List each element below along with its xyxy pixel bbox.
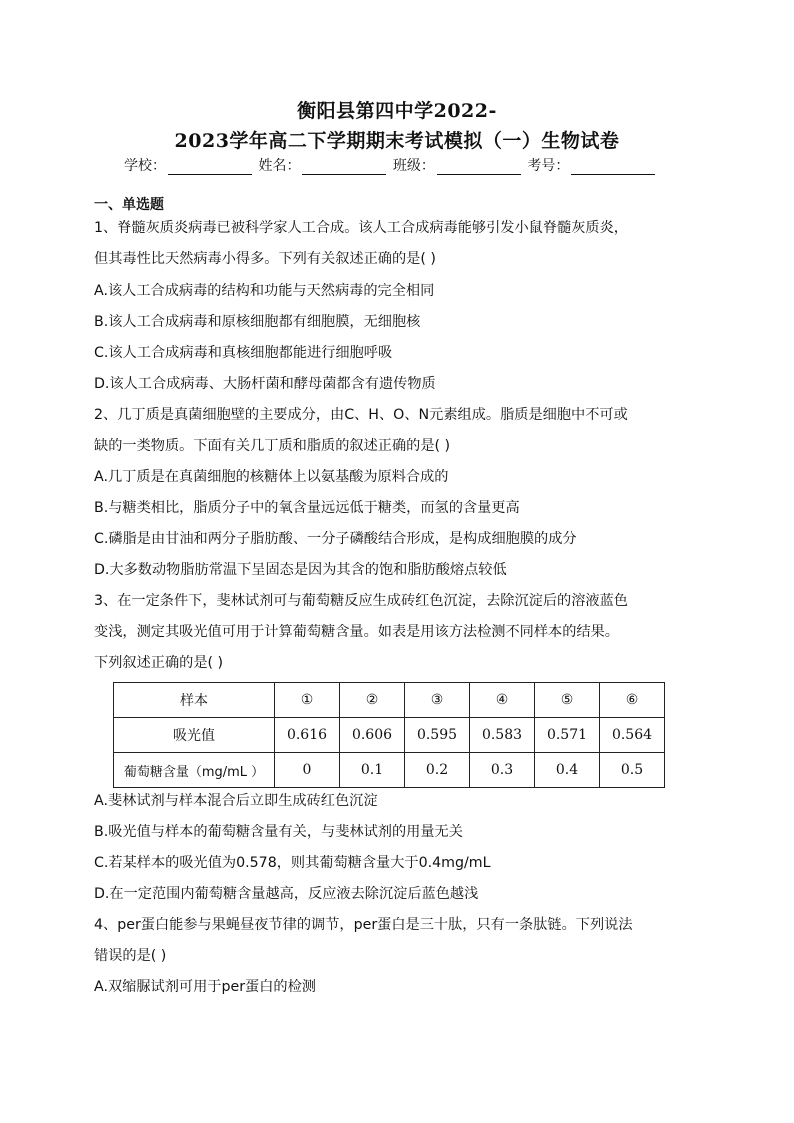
table-cell: 吸光值 — [114, 718, 275, 753]
table-cell: 0.5 — [600, 753, 665, 788]
question-text: 1、脊髓灰质炎病毒已被科学家人工合成。该人工合成病毒能够引发小鼠脊髓灰质炎， — [94, 220, 628, 236]
table-cell: 0.583 — [470, 718, 535, 753]
table-cell: ① — [275, 683, 340, 718]
answer-option: C.该人工合成病毒和真核细胞都能进行细胞呼吸 — [94, 345, 393, 361]
class-blank[interactable] — [437, 158, 521, 175]
exam-title-line1: 衡阳县第四中学2022- — [297, 100, 497, 122]
table-cell: 0.606 — [340, 718, 405, 753]
table-row — [114, 718, 665, 753]
table-cell: ⑤ — [535, 683, 600, 718]
table-row — [114, 753, 665, 788]
question-text: 错误的是( ) — [94, 948, 167, 964]
results-table — [113, 682, 665, 788]
answer-option: A.该人工合成病毒的结构和功能与天然病毒的完全相同 — [94, 283, 435, 299]
question-text: 4、per蛋白能参与果蝇昼夜节律的调节，per蛋白是三十肽，只有一条肽链。下列说法 — [94, 917, 633, 933]
table-cell: 0.571 — [535, 718, 600, 753]
answer-option: B.与糖类相比，脂质分子中的氧含量远远低于糖类，而氢的含量更高 — [94, 500, 520, 516]
answer-option: C.若某样本的吸光值为0.578，则其葡萄糖含量大于0.4mg/mL — [94, 855, 491, 871]
question-text: 缺的一类物质。下面有关几丁质和脂质的叙述正确的是( ) — [94, 438, 451, 454]
answer-option: D.大多数动物脂肪常温下呈固态是因为其含的饱和脂肪酸熔点较低 — [94, 562, 507, 578]
question-text: 下列叙述正确的是( ) — [94, 655, 224, 671]
name-label: 姓名： — [258, 158, 301, 174]
table-cell: 0.3 — [470, 753, 535, 788]
answer-option: B.吸光值与样本的葡萄糖含量有关，与斐林试剂的用量无关 — [94, 824, 463, 840]
table-cell: 0.616 — [275, 718, 340, 753]
table-cell: ② — [340, 683, 405, 718]
answer-option: B.该人工合成病毒和原核细胞都有细胞膜，无细胞核 — [94, 314, 421, 330]
section-title: 一、单选题 — [94, 197, 164, 213]
table-row — [114, 683, 665, 718]
answer-option: C.磷脂是由甘油和两分子脂肪酸、一分子磷酸结合形成，是构成细胞膜的成分 — [94, 531, 577, 547]
answer-option: A.斐林试剂与样本混合后立即生成砖红色沉淀 — [94, 793, 378, 809]
class-label: 班级： — [392, 158, 435, 174]
table-cell: 0 — [275, 753, 340, 788]
table-cell: ③ — [405, 683, 470, 718]
table-cell: ⑥ — [600, 683, 665, 718]
exam-number-label: 考号： — [527, 158, 570, 174]
table-cell: 0.2 — [405, 753, 470, 788]
question-text: 3、在一定条件下，斐林试剂可与葡萄糖反应生成砖红色沉淀，去除沉淀后的溶液蓝色 — [94, 593, 628, 609]
school-blank[interactable] — [168, 158, 252, 175]
school-label: 学校： — [124, 158, 166, 174]
question-text: 变浅，测定其吸光值可用于计算葡萄糖含量。如表是用该方法检测不同样本的结果。 — [94, 624, 619, 640]
table-cell: 样本 — [114, 683, 275, 718]
answer-option: D.该人工合成病毒、大肠杆菌和酵母菌都含有遗传物质 — [94, 376, 436, 392]
exam-title-line2: 2023学年高二下学期期末考试模拟（一）生物试卷 — [174, 130, 620, 152]
table-cell: ④ — [470, 683, 535, 718]
table-cell: 0.1 — [340, 753, 405, 788]
answer-option: A.双缩脲试剂可用于per蛋白的检测 — [94, 979, 316, 995]
table-cell: 0.564 — [600, 718, 665, 753]
question-text: 但其毒性比天然病毒小得多。下列有关叙述正确的是( ) — [94, 251, 436, 267]
student-info-row — [124, 155, 657, 175]
answer-option: A.几丁质是在真菌细胞的核糖体上以氨基酸为原料合成的 — [94, 469, 449, 485]
table-cell: 葡萄糖含量（mg/mL ） — [114, 753, 275, 788]
answer-option: D.在一定范围内葡萄糖含量越高，反应液去除沉淀后蓝色越浅 — [94, 886, 479, 902]
exam-number-blank[interactable] — [571, 158, 655, 175]
question-text: 2、几丁质是真菌细胞壁的主要成分，由C、H、O、N元素组成。脂质是细胞中不可或 — [94, 407, 628, 423]
table-cell: 0.595 — [405, 718, 470, 753]
table-cell: 0.4 — [535, 753, 600, 788]
name-blank[interactable] — [302, 158, 386, 175]
